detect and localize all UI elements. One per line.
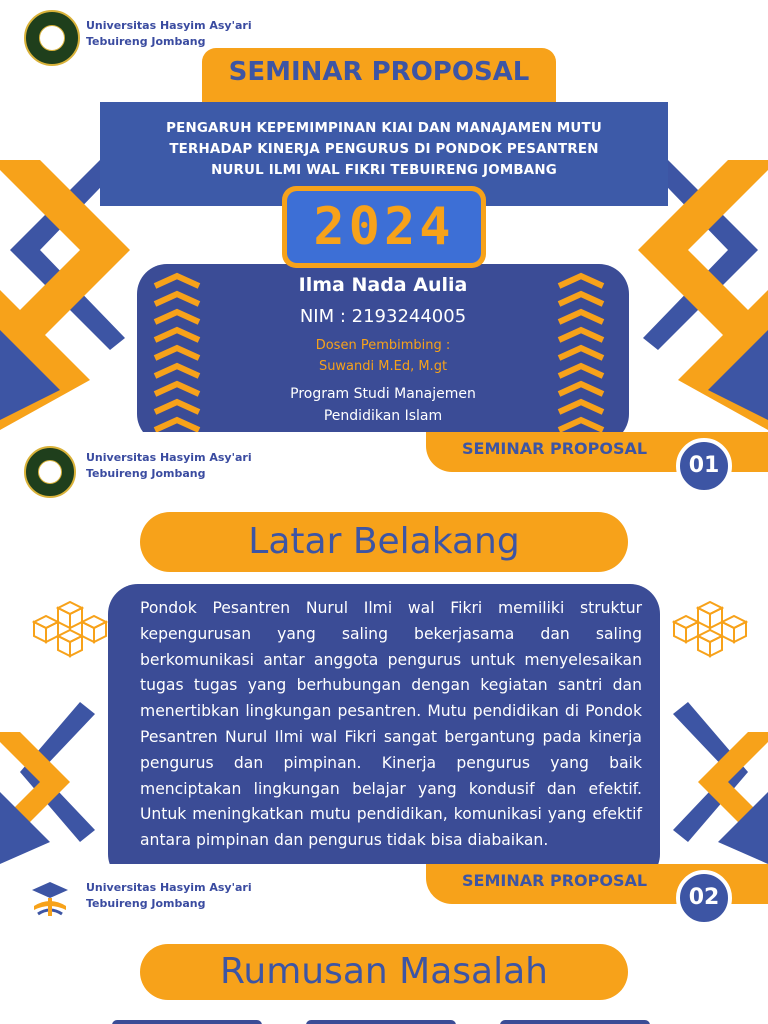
slide-rumusan-masalah	[0, 864, 768, 1024]
university-header	[86, 450, 252, 482]
university-location: Tebuireng Jombang	[86, 897, 206, 910]
university-logo	[24, 446, 76, 498]
seminar-heading-pill	[202, 48, 556, 104]
year-badge	[282, 186, 486, 268]
content-box-1	[112, 1020, 262, 1024]
university-header	[86, 18, 252, 50]
section-title: Rumusan Masalah	[220, 951, 548, 992]
logo-emblem	[38, 460, 62, 484]
background-text-box	[108, 584, 660, 864]
university-logo	[24, 10, 80, 66]
thesis-title-line-1: PENGARUH KEPEMIMPINAN KIAI DAN MANAJAMEN MUTU	[166, 121, 602, 136]
supervisor-label: Dosen Pembimbing :	[315, 338, 451, 353]
program-line-2: Pendidikan Islam	[323, 408, 443, 424]
university-header	[86, 880, 252, 912]
thesis-title	[100, 102, 668, 181]
university-name: Universitas Hasyim Asy'ari	[86, 19, 252, 32]
thesis-title-line-3: NURUL ILMI WAL FIKRI TEBUIRENG JOMBANG	[211, 163, 557, 178]
student-info-box	[137, 264, 629, 432]
year-text: 2024	[313, 197, 455, 257]
logo-emblem	[39, 25, 65, 51]
student-name: Ilma Nada Aulia	[298, 274, 468, 296]
university-location: Tebuireng Jombang	[86, 467, 206, 480]
supervisor-name: Suwandi M.Ed, M.gt	[318, 359, 448, 374]
year-badge-inner	[287, 191, 481, 263]
section-number-badge: 02	[676, 870, 732, 926]
section-title: Latar Belakang	[248, 521, 520, 562]
background-paragraph: Pondok Pesantren Nurul Ilmi wal Fikri memiliki struktur kepengurusan yang saling bekerjasama dan saling berkomunikasi antar anggota pengurus untuk menyelesaikan tugas tugas yang berhubungan dengan kegiatan santri dan menertibkan lingkungan pesantren. Mutu pendidikan di Pondok Pesantren Nurul Ilmi wal Fikri sangat bergantung pada kinerja pengurus dan pimpinan. Kinerja pengurus yang baik menciptakan lingkungan belajar yang kondusif dan efektif. Untuk meningkatkan mutu pendidikan, komunikasi yang efektif antara pimpinan dan pengurus tidak bisa diabaikan.	[140, 599, 642, 850]
seminar-badge-label: SEMINAR PROPOSAL	[462, 871, 648, 890]
section-title-pill	[140, 512, 628, 572]
section-number-badge: 01	[676, 438, 732, 494]
program-line-1: Program Studi Manajemen	[290, 386, 476, 402]
section-title-pill	[140, 944, 628, 1000]
content-box-2	[306, 1020, 456, 1024]
graduation-cap-icon	[24, 876, 76, 928]
seminar-heading: SEMINAR PROPOSAL	[228, 57, 530, 87]
university-logo-alt	[24, 876, 76, 928]
cube-cluster-icon-left	[34, 602, 106, 656]
university-name: Universitas Hasyim Asy'ari	[86, 451, 252, 464]
university-location: Tebuireng Jombang	[86, 35, 206, 48]
seminar-badge-label: SEMINAR PROPOSAL	[462, 439, 648, 458]
thesis-title-line-2: TERHADAP KINERJA PENGURUS DI PONDOK PESANTREN	[169, 142, 599, 157]
content-box-3	[500, 1020, 650, 1024]
student-nim: NIM : 2193244005	[299, 306, 467, 327]
university-name: Universitas Hasyim Asy'ari	[86, 881, 252, 894]
slide-cover	[0, 0, 768, 432]
cube-cluster-icon-right	[674, 602, 746, 656]
slide-latar-belakang	[0, 432, 768, 864]
